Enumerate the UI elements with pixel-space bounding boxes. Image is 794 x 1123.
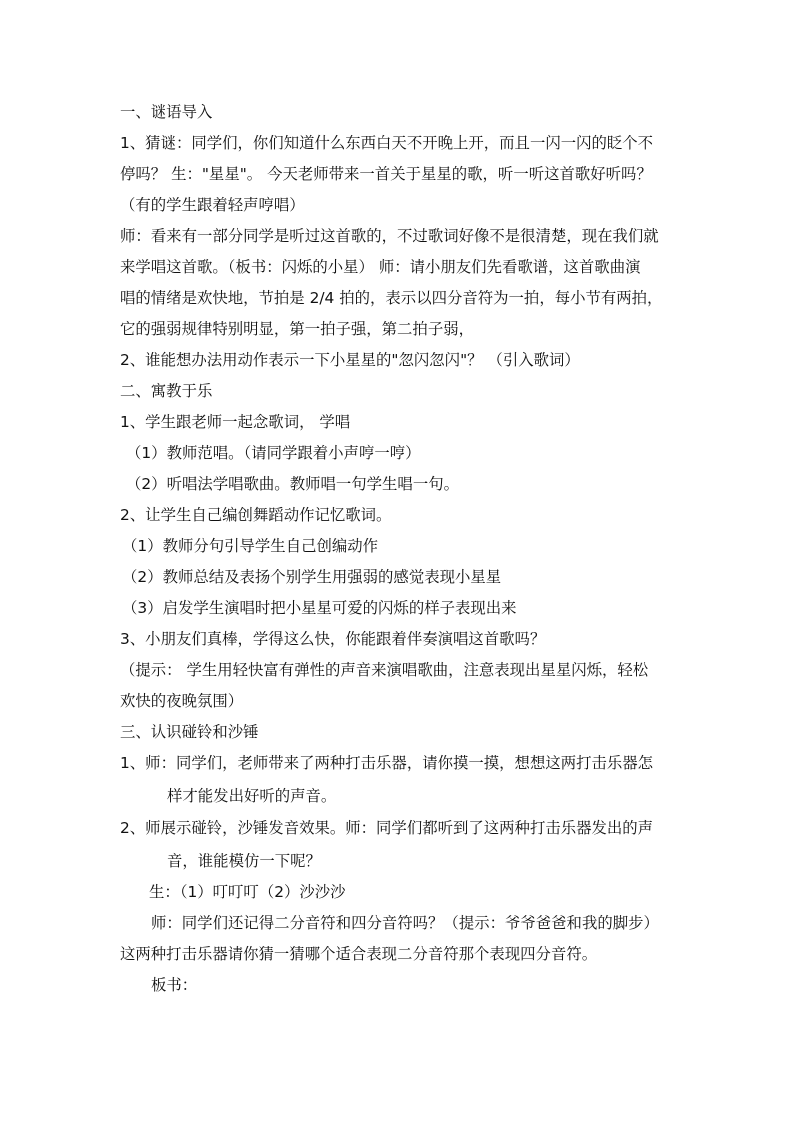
- paragraph-line: 师：看来有一部分同学是听过这首歌的，不过歌词好像不是很清楚，现在我们就: [120, 227, 659, 245]
- paragraph-line: 样才能发出好听的声音。: [167, 787, 337, 805]
- paragraph-line: 2、谁能想办法用动作表示一下小星星的"忽闪忽闪"？ （引入歌词）: [120, 351, 580, 369]
- list-item: （2）教师总结及表扬个别学生用强弱的感觉表现小星星: [122, 568, 502, 586]
- section-heading-teach-through-fun: 二、寓教于乐: [120, 382, 213, 400]
- list-item: （1）教师范唱。（请同学跟着小声哼一哼）: [126, 444, 421, 462]
- list-item: （3）启发学生演唱时把小星星可爱的闪烁的样子表现出来: [122, 599, 517, 617]
- paragraph-line: 3、小朋友们真棒，学得这么快，你能跟着伴奏演唱这首歌吗？: [120, 630, 546, 648]
- paragraph-line: 板书：: [151, 976, 198, 994]
- paragraph-line: 2、让学生自己编创舞蹈动作记忆歌词。: [120, 506, 392, 524]
- paragraph-line: 1、学生跟老师一起念歌词， 学唱: [120, 413, 351, 431]
- paragraph-line: 它的强弱规律特别明显，第一拍子强，第二拍子弱，: [120, 320, 474, 338]
- list-item: （2）听唱法学唱歌曲。教师唱一句学生唱一句。: [126, 475, 459, 493]
- section-heading-percussion: 三、认识碰铃和沙锤: [120, 723, 259, 741]
- paragraph-line: （有的学生跟着轻声哼唱）: [120, 196, 305, 214]
- paragraph-line: 欢快的夜晚氛围）: [120, 692, 244, 710]
- paragraph-line: （提示： 学生用轻快富有弹性的声音来演唱歌曲，注意表现出星星闪烁，轻松: [120, 661, 649, 679]
- paragraph-line: 停吗？ 生："星星"。 今天老师带来一首关于星星的歌，听一听这首歌好听吗？: [120, 165, 652, 183]
- paragraph-line: 师：同学们还记得二分音符和四分音符吗？（提示：爷爷爸爸和我的脚步）: [151, 914, 659, 932]
- paragraph-line: 来学唱这首歌。（板书：闪烁的小星） 师：请小朋友们先看歌谱，这首歌曲演: [120, 258, 641, 276]
- paragraph-line: 音，谁能模仿一下呢？: [167, 852, 321, 870]
- paragraph-line: 1、猜谜：同学们，你们知道什么东西白天不开晚上开，而且一闪一闪的眨个不: [120, 134, 654, 152]
- paragraph-line: 1、师：同学们，老师带来了两种打击乐器，请你摸一摸，想想这两打击乐器怎: [120, 754, 654, 772]
- paragraph-line: 这两种打击乐器请你猜一猜哪个适合表现二分音符那个表现四分音符。: [120, 945, 598, 963]
- paragraph-line: 生：（1）叮叮叮（2）沙沙沙: [149, 883, 346, 901]
- paragraph-line: 唱的情绪是欢快地，节拍是 2/4 拍的，表示以四分音符为一拍，每小节有两拍，: [120, 289, 663, 307]
- paragraph-line: 2、师展示碰铃，沙锤发音效果。师：同学们都听到了这两种打击乐器发出的声: [120, 819, 654, 837]
- list-item: （1）教师分句引导学生自己创编动作: [122, 537, 379, 555]
- section-heading-riddle-intro: 一、谜语导入: [120, 103, 213, 121]
